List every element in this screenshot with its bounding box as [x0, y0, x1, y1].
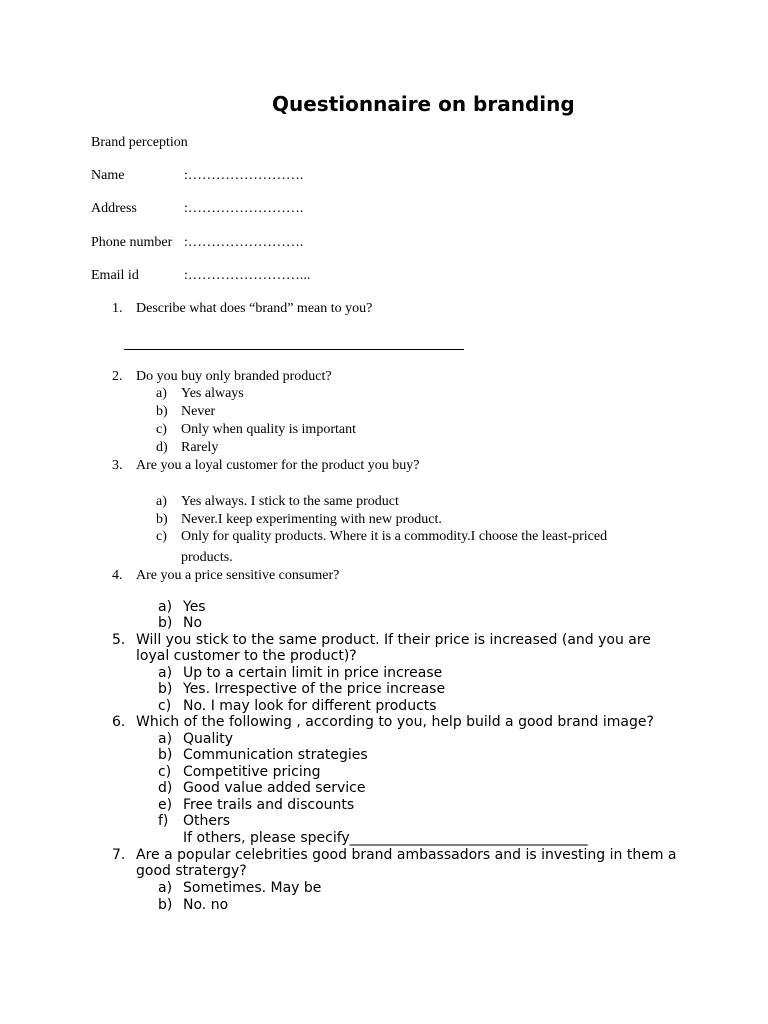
option-letter: c) — [156, 529, 167, 544]
question-number: 7. — [112, 847, 126, 863]
question-number: 2. — [112, 369, 123, 384]
field-label-address: Address — [91, 201, 137, 216]
option-text-continued: products. — [181, 550, 233, 565]
option-text: Never — [181, 404, 216, 419]
option-letter: b) — [158, 747, 173, 763]
option-text: Yes. Irrespective of the price increase — [183, 681, 446, 697]
page-title: Questionnaire on branding — [272, 92, 575, 116]
option-text: Good value added service — [183, 780, 366, 796]
question-number: 5. — [112, 632, 126, 648]
option-letter: d) — [158, 780, 173, 796]
option-text: Others — [183, 813, 231, 829]
option-text: Quality — [183, 731, 234, 747]
question-text: Are you a loyal customer for the product you buy? — [136, 458, 420, 473]
option-letter: c) — [156, 422, 167, 437]
option-letter: e) — [158, 797, 173, 813]
option-letter: a) — [156, 494, 167, 509]
option-text: Only when quality is important — [181, 422, 356, 437]
field-value-name: :……………………. — [184, 168, 304, 183]
field-value-phone: :……………………. — [184, 235, 304, 250]
question-number: 4. — [112, 568, 123, 583]
option-letter: b) — [158, 681, 173, 697]
option-text: Yes always — [181, 386, 244, 401]
question-number: 6. — [112, 714, 126, 730]
option-text: Never.I keep experimenting with new product. — [181, 512, 442, 527]
option-text: Competitive pricing — [183, 764, 321, 780]
field-value-email: :……………………... — [184, 268, 311, 283]
question-text: Do you buy only branded product? — [136, 369, 332, 384]
option-letter: a) — [158, 880, 173, 896]
option-text: No. no — [183, 897, 229, 913]
option-letter: d) — [156, 440, 168, 455]
option-letter: f) — [158, 813, 169, 829]
option-text: Communication strategies — [183, 747, 368, 763]
option-letter: a) — [158, 731, 173, 747]
question-number: 3. — [112, 458, 123, 473]
field-value-address: :……………………. — [184, 201, 304, 216]
option-text: Sometimes. May be — [183, 880, 322, 896]
option-text: Up to a certain limit in price increase — [183, 665, 443, 681]
option-text: Only for quality products. Where it is a commodity.I choose the least-priced — [181, 529, 608, 544]
option-text: Yes always. I stick to the same product — [181, 494, 399, 509]
option-letter: b) — [158, 615, 173, 631]
question-text-continued: loyal customer to the product)? — [136, 648, 357, 664]
option-text: Yes — [183, 599, 206, 615]
question-text: Are a popular celebrities good brand ambassadors and is investing in them a — [136, 847, 677, 863]
option-text: No — [183, 615, 203, 631]
section-heading: Brand perception — [91, 135, 188, 150]
option-letter: b) — [156, 404, 168, 419]
question-number: 1. — [112, 301, 123, 316]
answer-line — [124, 349, 464, 350]
option-text: No. I may look for different products — [183, 698, 437, 714]
question-text-continued: good stratergy? — [136, 863, 247, 879]
question-text: Describe what does “brand” mean to you? — [136, 301, 373, 316]
question-text: Are you a price sensitive consumer? — [136, 568, 340, 583]
others-specify: If others, please specify__________________________________ — [183, 830, 588, 846]
field-label-phone: Phone number — [91, 235, 173, 250]
field-label-name: Name — [91, 168, 125, 183]
option-letter: a) — [156, 386, 167, 401]
option-letter: a) — [158, 665, 173, 681]
question-text: Will you stick to the same product. If their price is increased (and you are — [136, 632, 651, 648]
question-text: Which of the following , according to you, help build a good brand image? — [136, 714, 654, 730]
option-text: Rarely — [181, 440, 219, 455]
option-letter: a) — [158, 599, 173, 615]
option-letter: b) — [156, 512, 168, 527]
option-text: Free trails and discounts — [183, 797, 355, 813]
option-letter: c) — [158, 698, 172, 714]
option-letter: b) — [158, 897, 173, 913]
option-letter: c) — [158, 764, 172, 780]
field-label-email: Email id — [91, 268, 139, 283]
